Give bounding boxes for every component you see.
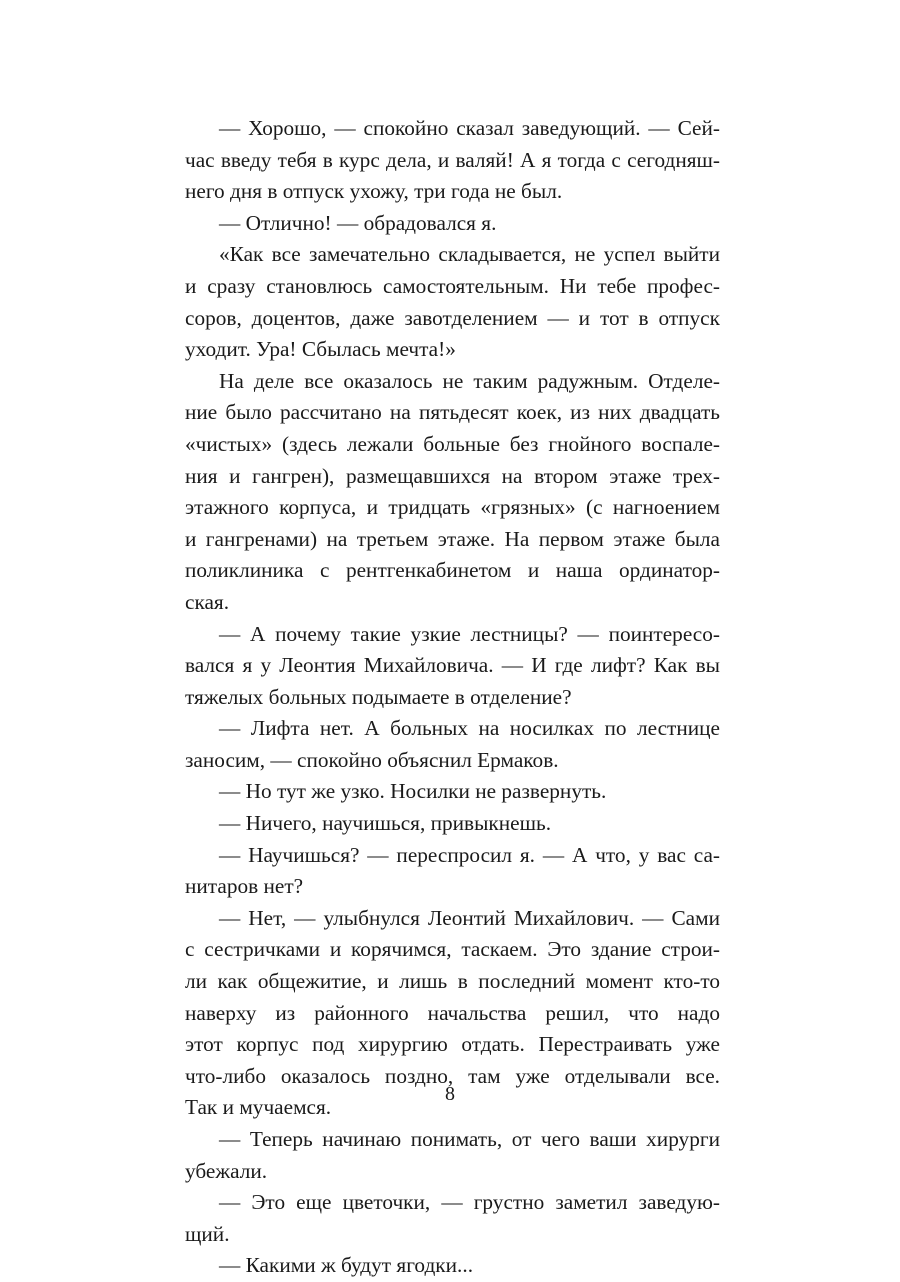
text-line: ская.: [185, 589, 230, 614]
text-line: уходит. Ура! Сбылась мечта!»: [185, 337, 456, 362]
text-line: ние было рассчитано на пятьдесят коек, из них двадцать: [185, 400, 720, 425]
text-line: этот корпус под хирургию отдать. Перестраивать уже: [185, 1032, 720, 1057]
text-line: «чистых» (здесь лежали больные без гнойного воспале-: [185, 431, 720, 456]
page-number: 8: [445, 1083, 455, 1105]
text-line: ли как общежитие, и лишь в последний момент кто-то: [185, 969, 720, 994]
text-line: наверху из районного начальства решил, что надо: [185, 1000, 720, 1025]
text-line: этажного корпуса, и тридцать «грязных» (с нагноением: [185, 495, 720, 520]
text-line: «Как все замечательно складывается, не успел выйти: [219, 242, 720, 267]
page-text-block: [185, 113, 720, 1282]
text-line: — Научишься? — переспросил я. — А что, у вас са-: [219, 842, 720, 867]
text-line: соров, доцентов, даже завотделением — и тот в отпуск: [185, 305, 720, 330]
text-line: — Ничего, научишься, привыкнешь.: [219, 811, 552, 836]
text-line: и сразу становлюсь самостоятельным. Ни тебе профес-: [185, 273, 720, 298]
text-line: — Но тут же узко. Носилки не развернуть.: [219, 779, 607, 804]
text-line: Так и мучаемся.: [185, 1095, 332, 1120]
text-line: — Нет, — улыбнулся Леонтий Михайлович. — Сами: [219, 905, 720, 930]
text-line: На деле все оказалось не таким радужным. Отделе-: [219, 368, 720, 393]
text-line: ния и гангрен), размещавшихся на втором этаже трех-: [185, 463, 720, 488]
text-line: поликлиника с рентгенкабинетом и наша ординатор-: [185, 558, 720, 583]
text-line: — Хорошо, — спокойно сказал заведующий. — Сей-: [219, 116, 720, 140]
text-line: что-либо оказалось поздно, там уже отделывали все.: [185, 1063, 720, 1088]
text-line: час введу тебя в курс дела, и валяй! А я тогда с сегодняш-: [185, 147, 720, 172]
text-line: с сестричками и корячимся, таскаем. Это здание строи-: [185, 937, 720, 962]
text-line: — Лифта нет. А больных на носилках по лестнице: [219, 716, 720, 741]
text-line: щий.: [185, 1221, 230, 1246]
text-line: нитаров нет?: [185, 874, 304, 899]
text-line: заносим, — спокойно объяснил Ермаков.: [185, 747, 559, 772]
text-line: — Теперь начинаю понимать, от чего ваши хирурги: [219, 1127, 720, 1151]
text-line: — А почему такие узкие лестницы? — поинтересо-: [219, 621, 720, 646]
text-line: — Это еще цветочки, — грустно заметил заведую-: [219, 1190, 720, 1215]
text-line: тяжелых больных подымаете в отделение?: [185, 684, 572, 709]
text-line: и гангренами) на третьем этаже. На первом этаже была: [185, 526, 720, 551]
text-line: — Отлично! — обрадовался я.: [219, 210, 497, 235]
text-line: него дня в отпуск ухожу, три года не был.: [185, 179, 563, 204]
text-line: вался я у Леонтия Михайловича. — И где лифт? Как вы: [185, 653, 720, 678]
text-line: — Какими ж будут ягодки...: [219, 1253, 474, 1278]
text-line: убежали.: [185, 1158, 268, 1183]
